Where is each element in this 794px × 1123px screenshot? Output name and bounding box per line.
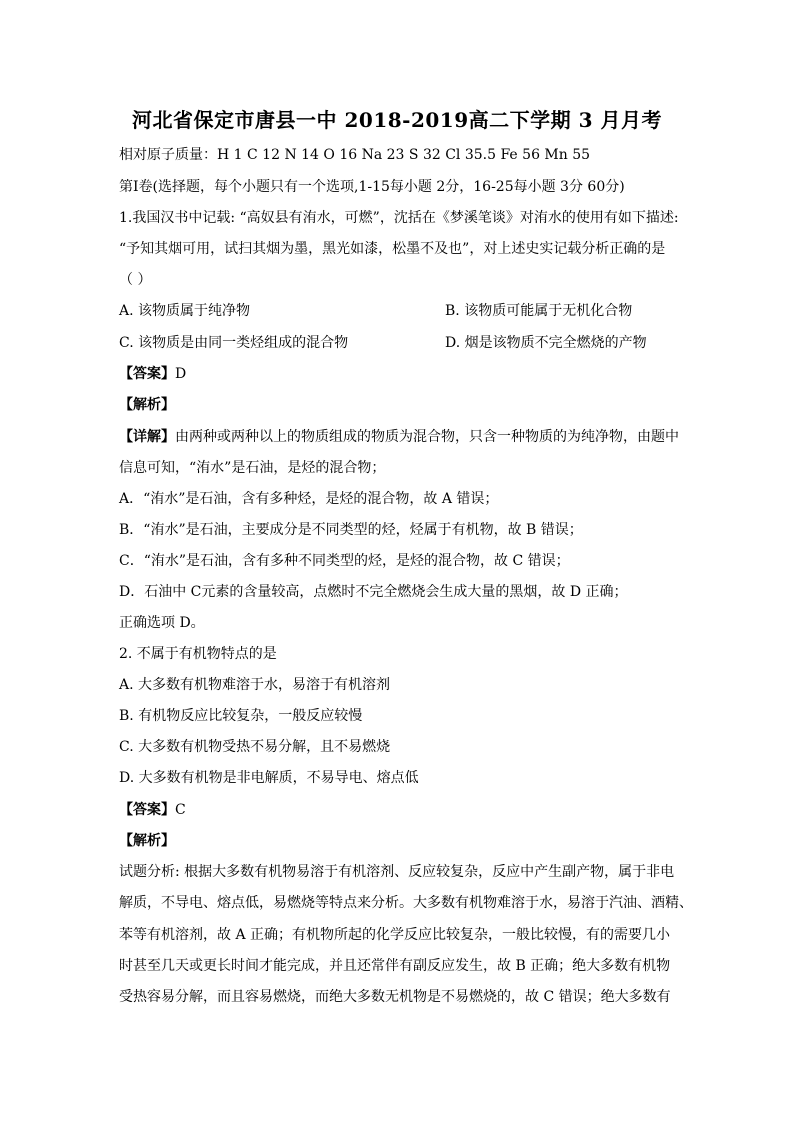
q1-stem-line-2: “予知其烟可用，试扫其烟为墨，黑光如漆，松墨不及也”，对上述史实记载分析正确的是 bbox=[119, 241, 666, 257]
q1-detail-tag: 【详解】 bbox=[119, 429, 175, 445]
q2-analysis-line-3: 苯等有机溶剂，故 A 正确；有机物所起的化学反应比较复杂，一般比较慢，有的需要几小 bbox=[119, 927, 671, 943]
q1-explain-c: C．“洧水”是石油，含有多种不同类型的烃，是烃的混合物，故 C 错误； bbox=[119, 553, 570, 569]
q1-option-c: C. 该物质是由同一类烃组成的混合物 bbox=[119, 335, 349, 351]
q2-stem: 2. 不属于有机物特点的是 bbox=[119, 646, 277, 662]
q2-option-b: B. 有机物反应比较复杂，一般反应较慢 bbox=[119, 708, 363, 724]
q2-option-c: C. 大多数有机物受热不易分解，且不易燃烧 bbox=[119, 739, 391, 755]
q1-detail-line-2: 信息可知，“洧水”是石油，是烃的混合物； bbox=[119, 460, 386, 476]
q1-conclusion: 正确选项 D。 bbox=[119, 615, 205, 631]
q1-stem-line-3: （ ） bbox=[119, 272, 152, 288]
q2-analysis-line-5: 受热容易分解，而且容易燃烧，而绝大多数无机物是不易燃烧的，故 C 错误；绝大多数有 bbox=[119, 989, 671, 1005]
q1-analysis-tag: 【解析】 bbox=[119, 397, 175, 413]
q2-answer-value: C bbox=[175, 802, 186, 818]
q1-option-d: D. 烟是该物质不完全燃烧的产物 bbox=[445, 335, 647, 351]
q2-analysis-line-2: 解质，不导电、熔点低，易燃烧等特点来分析。大多数有机物难溶于水，易溶于汽油、酒精、 bbox=[119, 895, 693, 911]
q1-answer-tag: 【答案】 bbox=[119, 366, 175, 382]
section-heading: 第Ⅰ卷(选择题，每个小题只有一个选项,1-15每小题 2分，16-25每小题 3分 60分) bbox=[119, 179, 625, 195]
q1-explain-d: D．石油中 C元素的含量较高，点燃时不完全燃烧会生成大量的黑烟，故 D 正确； bbox=[119, 584, 628, 600]
q1-explain-a: A．“洧水”是石油，含有多种烃，是烃的混合物，故 A 错误； bbox=[119, 491, 499, 507]
q2-answer bbox=[119, 800, 186, 820]
q2-analysis-line-4: 时甚至几天或更长时间才能完成，并且还常伴有副反应发生，故 B 正确；绝大多数有机物 bbox=[119, 958, 671, 974]
q2-option-d: D. 大多数有机物是非电解质，不易导电、熔点低 bbox=[119, 770, 419, 786]
q2-answer-tag: 【答案】 bbox=[119, 802, 175, 818]
q1-answer bbox=[119, 364, 186, 384]
q2-analysis-line-1: 试题分析: 根据大多数有机物易溶于有机溶剂、反应较复杂，反应中产生副产物，属于非电 bbox=[119, 864, 675, 880]
q1-option-a: A. 该物质属于纯净物 bbox=[119, 303, 251, 319]
q1-detail-line-1 bbox=[119, 427, 679, 447]
q1-stem-line-1: 1.我国汉书中记载: “高奴县有洧水，可燃”，沈括在《梦溪笔谈》对洧水的使用有如下描述: bbox=[119, 210, 679, 226]
q1-answer-value: D bbox=[175, 366, 187, 382]
q1-option-b: B. 该物质可能属于无机化合物 bbox=[445, 303, 633, 319]
q1-explain-b: B．“洧水”是石油，主要成分是不同类型的烃，烃属于有机物，故 B 错误； bbox=[119, 522, 583, 538]
q1-detail-text: 由两种或两种以上的物质组成的物质为混合物，只含一种物质的为纯净物，由题中 bbox=[175, 429, 679, 445]
atomic-mass-line: 相对原子质量：H 1 C 12 N 14 O 16 Na 23 S 32 Cl 35.5 Fe 56 Mn 55 bbox=[119, 147, 591, 163]
q2-option-a: A. 大多数有机物难溶于水，易溶于有机溶剂 bbox=[119, 677, 391, 693]
q2-analysis-tag: 【解析】 bbox=[119, 833, 175, 849]
page-title: 河北省保定市唐县一中 2018-2019高二下学期 3 月月考 bbox=[132, 108, 662, 132]
